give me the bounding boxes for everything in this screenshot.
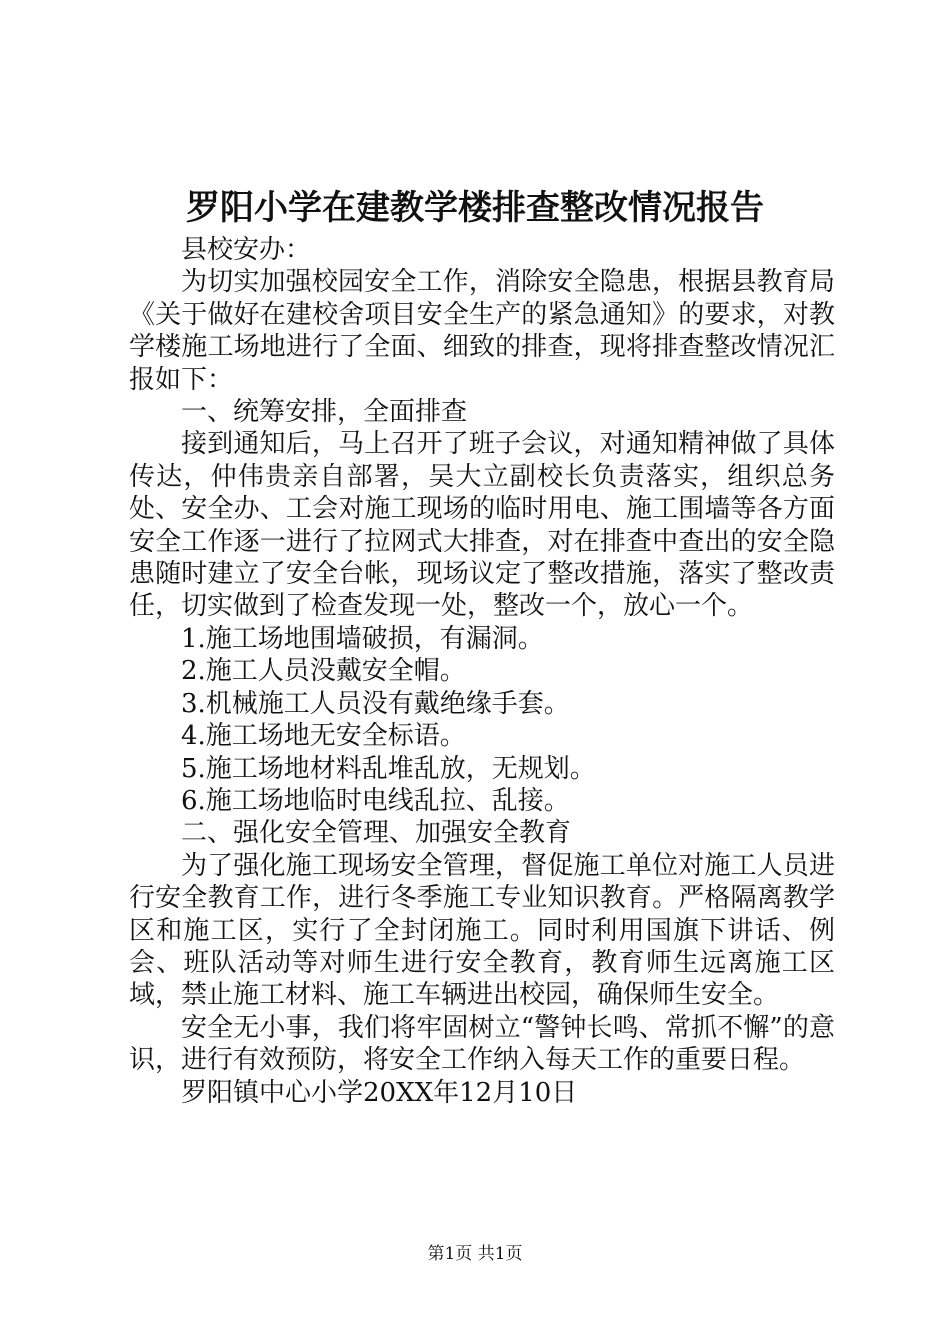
section-1-paragraph: 接到通知后，马上召开了班子会议，对通知精神做了具体传达，仲伟贵亲自部署，吴大立副校长负责落实，组织总务处、安全办、工会对施工现场的临时用电、施工围墙等各方面安全工作逐一进行了拉网式大排查，对在排查中查出的安全隐患随时建立了安全台帐，现场议定了整改措施，落实了整改责任，切实做到了检查发现一处，整改一个，放心一个。 xyxy=(129,429,835,622)
section-heading-1: 一、统筹安排，全面排查 xyxy=(181,397,468,428)
list-item: 3.机械施工人员没有戴绝缘手套。 xyxy=(181,688,570,719)
document-title: 罗阳小学在建教学楼排查整改情况报告 xyxy=(186,188,764,228)
signature-date: 罗阳镇中心小学20XX年12月10日 xyxy=(181,1077,578,1108)
list-item: 6.施工场地临时电线乱拉、乱接。 xyxy=(181,785,570,816)
intro-paragraph: 为切实加强校园安全工作，消除安全隐患，根据县教育局《关于做好在建校舍项目安全生产的紧急通知》的要求，对教学楼施工场地进行了全面、细致的排查，现将排查整改情况汇报如下： xyxy=(129,267,835,395)
page-footer: 第1页 共1页 xyxy=(427,1244,523,1264)
list-item: 5.施工场地材料乱堆乱放，无规划。 xyxy=(181,753,596,784)
section-2-paragraph: 为了强化施工现场安全管理，督促施工单位对施工人员进行安全教育工作，进行冬季施工专业知识教育。严格隔离教学区和施工区，实行了全封闭施工。同时利用国旗下讲话、例会、班队活动等对师生进行安全教育，教育师生远离施工区域，禁止施工材料、施工车辆进出校园，确保师生安全。 xyxy=(129,850,835,1011)
list-item: 4.施工场地无安全标语。 xyxy=(181,721,466,752)
salutation: 县校安办： xyxy=(181,235,312,265)
closing-paragraph: 安全无小事，我们将牢固树立“警钟长鸣、常抓不懈”的意识，进行有效预防，将安全工作纳入每天工作的重要日程。 xyxy=(129,1012,835,1076)
list-item: 2.施工人员没戴安全帽。 xyxy=(181,656,466,687)
section-heading-2: 二、强化安全管理、加强安全教育 xyxy=(181,818,572,849)
list-item: 1.施工场地围墙破损，有漏洞。 xyxy=(181,623,544,654)
document-body xyxy=(129,234,835,1109)
